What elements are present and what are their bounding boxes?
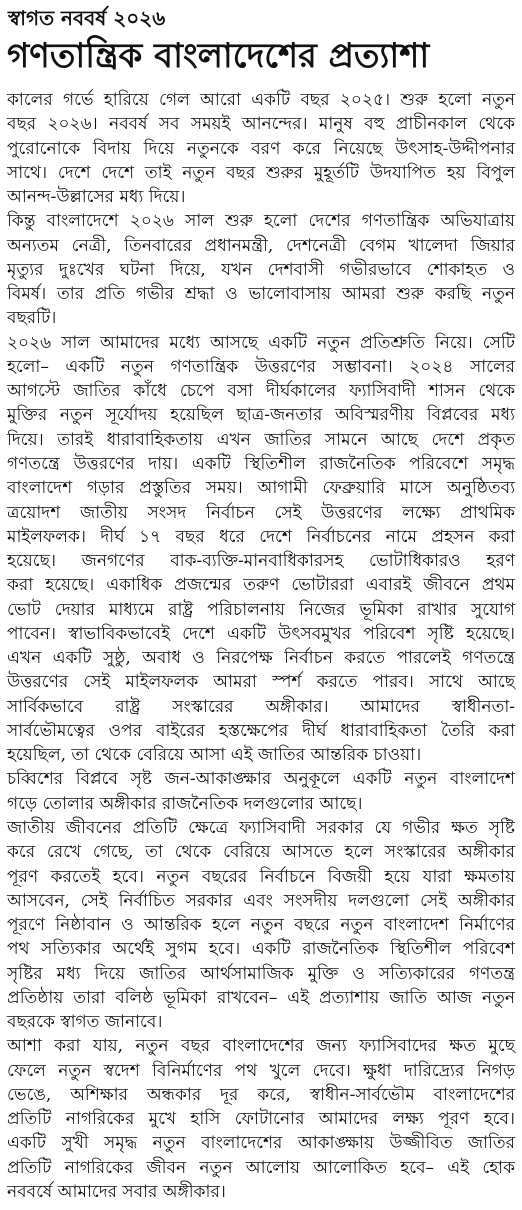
paragraph [7,816,515,1034]
body-line: নববর্ষে আমাদের সবার অঙ্গীকার। [7,1181,226,1202]
body-line: প্রতিষ্ঠায় তারা বলিষ্ঠ ভূমিকা রাখবেন– এই প্রত্যাশায় জাতি আজ নতুন [7,987,515,1008]
body-line: ত্রয়োদশ জাতীয় সংসদ নির্বাচন সেই উত্তরণের লক্ষ্যে প্রাথমিক [7,502,515,523]
body-line: এখন একটি সুষ্ঠু, অবাধ ও নিরপেক্ষ নির্বাচন করতে পারলেই গণতন্ত্রে [7,648,515,669]
body-line: বিমর্ষ। তার প্রতি গভীর শ্রদ্ধা ও ভালোবাসায় আমরা শুরু করছি নতুন [7,284,515,305]
body-line: ভেঙে, অশিক্ষার অন্ধকার দূর করে, স্বাধীন-সার্বভৌম বাংলাদেশের [7,1084,515,1105]
body-line: ফেলে নতুন স্বদেশ বিনির্মাণের পথ খুলে দেবে। ক্ষুধা দারিদ্র্যের নিগড় [7,1060,515,1081]
body-line: গণতন্ত্রে উত্তরণের দায়। একটি স্থিতিশীল রাজনৈতিক পরিবেশে সমৃদ্ধ [7,453,515,474]
body-line: আসবেন, সেই নির্বাচিত সরকার এবং সংসদীয় দলগুলো সেই অঙ্গীকার [7,890,515,911]
body-line: পুরোনোকে বিদায় দিয়ে নতুনকে বরণ করে নিয়েছে উৎসাহ-উদ্দীপনার [7,138,515,159]
body-line: পথ সত্যিকার অর্থেই সুগম হবে। একটি রাজনৈতিক স্থিতিশীল পরিবেশ [7,939,515,960]
body-line: হয়েছিল, তা থেকে বেরিয়ে আসা এই জাতির আন্তরিক চাওয়া। [7,745,422,766]
body-line: চব্বিশের বিপ্লবে সৃষ্ট জন-আকাঙ্ক্ষার অনুকূলে একটি নতুন বাংলাদেশ [7,769,515,790]
body-line: বাংলাদেশ গড়ার প্রস্তুতির সময়। আগামী ফেব্রুয়ারি মাসে অনুষ্ঠিতব্য [7,478,515,499]
body-line: কিন্তু বাংলাদেশে ২০২৬ সাল শুরু হলো দেশের গণতান্ত্রিক অভিযাত্রায় [7,211,515,232]
body-line: জাতীয় জীবনের প্রতিটি ক্ষেত্রে ফ্যাসিবাদী সরকার যে গভীর ক্ষত সৃষ্টি [7,817,515,838]
body-line: করে রেখে গেছে, তা থেকে বেরিয়ে আসতে হলে সংস্কারের অঙ্গীকার [7,842,515,863]
body-line: বছরকে স্বাগত জানাবে। [7,1012,163,1033]
headline: গণতান্ত্রিক বাংলাদেশের প্রত্যাশা [7,36,430,76]
body-line: সার্বভৌমত্বের ওপর বাইরের হস্তক্ষেপের দীর্ঘ ধারাবাহিকতা তৈরি করা [7,720,515,741]
paragraph [7,88,515,209]
body-line: প্রতিটি নাগরিকের মুখে হাসি ফোটানোর আমাদের লক্ষ্য পূরণ হবে। [7,1109,515,1130]
body-line: সাথে। দেশে দেশে তাই নতুন বছর শুরুর মুহূর্তটি উদযাপিত হয় বিপুল [7,162,515,183]
body-line: ভোট দেয়ার মাধ্যমে রাষ্ট্র পরিচালনায় নিজের ভূমিকা রাখার সুযোগ [7,599,515,620]
body-line: মৃত্যুর দুঃখের ঘটনা দিয়ে, যখন দেশবাসী গভীরভাবে শোকাহত ও [7,259,515,280]
body-line: একটি সুখী সমৃদ্ধ নতুন বাংলাদেশের আকাঙ্ক্ষায় উজ্জীবিত জাতির [7,1133,515,1154]
body-line: হলো– একটি নতুন গণতান্ত্রিক উত্তরণের সম্ভাবনা। ২০২৪ সালের [7,356,515,377]
body-line: মাইলফলক। দীর্ঘ ১৭ বছর ধরে দেশে নির্বাচনের নামে প্রহসন করা [7,526,515,547]
body-line: মুক্তির নতুন সূর্যোদয় হয়েছিল ছাত্র-জনতার অবিস্মরণীয় বিপ্লবের মধ্য [7,405,515,426]
paragraph [7,209,515,330]
body-line: পূরণ করতেই হবে। নতুন বছরের নির্বাচনে বিজয়ী হয়ে যারা ক্ষমতায় [7,866,515,887]
body-line: উত্তরণের সেই মাইলফলক আমরা স্পর্শ করতে পারব। সাথে আছে [7,672,515,693]
body-line: বছর ২০২৬। নববর্ষ সব সময়ই আনন্দের। মানুষ বহু প্রাচীনকাল থেকে [7,114,515,135]
body-line: আনন্দ-উল্লাসের মধ্য দিয়ে। [7,187,186,208]
body-line: কালের গর্ভে হারিয়ে গেল আরো একটি বছর ২০২৫। শুরু হলো নতুন [7,90,515,110]
body-line: বছরটি। [7,308,57,329]
body-line: হয়েছে। জনগণের বাক-ব্যক্তি-মানবাধিকারসহ ভোটাধিকারও হরণ [7,551,515,572]
body-line: আগস্টে জাতির কাঁধে চেপে বসা দীর্ঘকালের ফ্যাসিবাদী শাসন থেকে [7,381,515,402]
body-line: প্রতিটি নাগরিকের জীবন নতুন আলোয় আলোকিত হবে– এই হোক [7,1157,515,1178]
section-kicker: স্বাগত নববর্ষ ২০২৬ [8,6,166,30]
body-line: দিয়ে। তারই ধারাবাহিকতায় এখন জাতির সামনে আছে দেশে প্রকৃত [7,429,515,450]
body-line: আশা করা যায়, নতুন বছর বাংলাদেশের জন্য ফ্যাসিবাদের ক্ষত মুছে [7,1036,515,1057]
paragraph [7,767,515,816]
body-line: অন্যতম নেত্রী, তিনবারের প্রধানমন্ত্রী, দেশনেত্রী বেগম খালেদা জিয়ার [7,235,515,256]
body-line: পাবেন। স্বাভাবিকভাবেই দেশে একটি উৎসবমুখর পরিবেশ সৃষ্টি হয়েছে। [7,623,515,644]
article-body [7,88,515,1204]
body-line: সৃষ্টির মধ্য দিয়ে জাতির আর্থসামাজিক মুক্তি ও সত্যিকারের গণতন্ত্র [7,963,515,984]
body-line: ২০২৬ সাল আমাদের মধ্যে আসছে একটি নতুন প্রতিশ্রুতি নিয়ে। সেটি [7,332,515,353]
body-line: গড়ে তোলার অঙ্গীকার রাজনৈতিক দলগুলোর আছে। [7,793,363,814]
paragraph [7,331,515,768]
body-line: পূরণে নিষ্ঠাবান ও আন্তরিক হলে নতুন বছরে নতুন বাংলাদেশ নির্মাণের [7,915,515,936]
body-line: করা হয়েছে। একাধিক প্রজন্মের তরুণ ভোটাররা এবারই জীবনে প্রথম [7,575,515,596]
paragraph [7,1034,515,1204]
body-line: সার্বিকভাবে রাষ্ট্র সংস্কারের অঙ্গীকার। আমাদের স্বাধীনতা- [7,696,515,717]
